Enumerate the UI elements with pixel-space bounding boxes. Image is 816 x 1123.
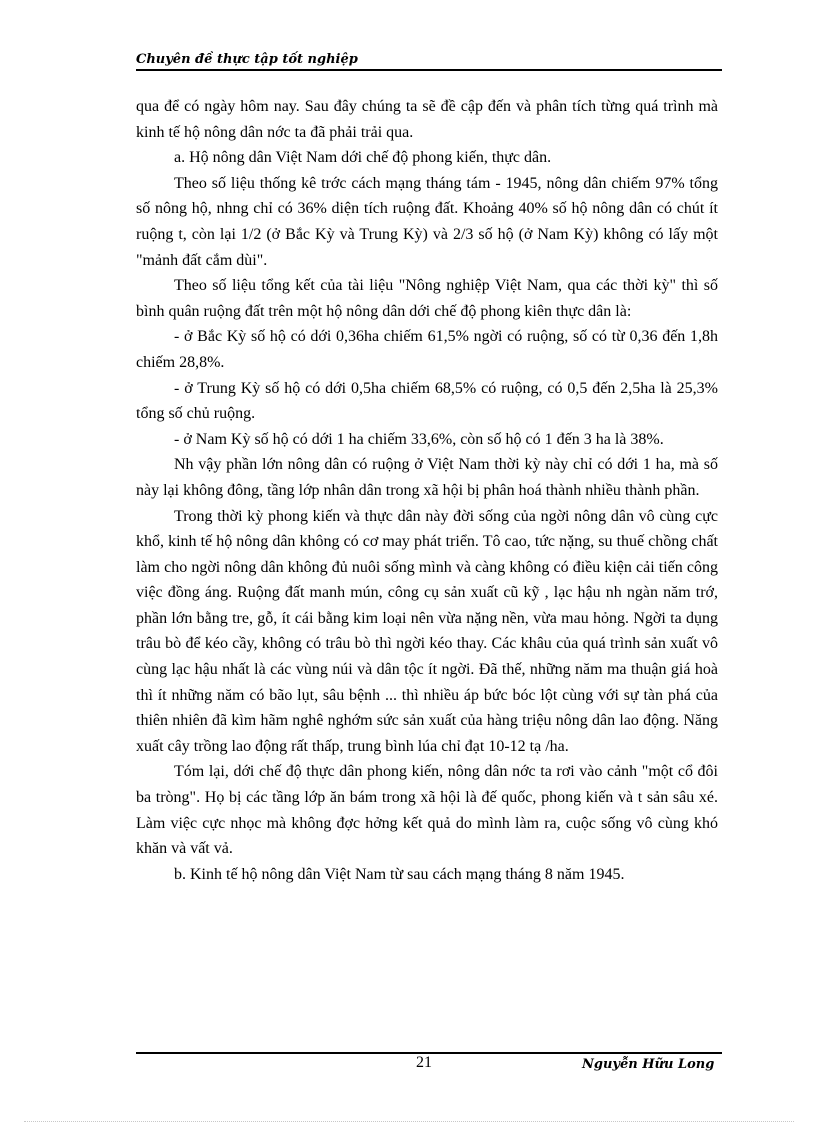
paragraph: Theo số liệu thống kê trớc cách mạng tháng tám - 1945, nông dân chiếm 97% tổng số nông hộ, nhng chỉ có 36% diện tích ruộng đất. Khoảng 40% số hộ nông dân có chút ít ruộng t, còn lại 1/2 (ở Bắc Kỳ và Trung Kỳ) và 2/3 số hộ (ở Nam Kỳ) không có lấy một "mảnh đất cắm dùi". xyxy=(136,174,718,269)
page-number: 21 xyxy=(416,1054,432,1071)
body-text xyxy=(136,94,718,887)
header-rule xyxy=(136,69,722,71)
list-item-nam-ky: - ở Nam Kỳ số hộ có dới 1 ha chiếm 33,6%, còn số hộ có 1 đến 3 ha là 38%. xyxy=(174,430,664,448)
running-header: Chuyên đề thực tập tốt nghiệp xyxy=(136,52,358,67)
page-bottom-divider xyxy=(24,1121,794,1122)
paragraph: Trong thời kỳ phong kiến và thực dân này đời sống của ngời nông dân vô cùng cực khổ, kinh tế hộ nông dân không có cơ may phát triển. Tô cao, tức nặng, su thuế chồng chất làm cho ngời nông dân không đủ nuôi sống mình và càng không có điều kiện cải tiến công việc đồng áng. Ruộng đất manh mún, công cụ sản xuất cũ kỹ , lạc hậu nh ngàn năm trớ, phần lớn bằng tre, gỗ, ít cái bằng kim loại nên vừa nặng nền, vừa mau hỏng. Ngời ta dụng trâu bò để kéo cầy, không có trâu bò thì ngời kéo thay. Các khâu của quá trình sản xuất vô cùng lạc hậu nhất là các vùng núi và dân tộc ít ngời. Đã thế, những năm ma thuận giá hoà thì ít những năm có bão lụt, sâu bệnh ... thì nhiều áp bức bóc lột cùng với sự tàn phá của thiên nhiên đã kìm hãm nghê nghớm sức sản xuất của hàng triệu nông dân lao động. Năng xuất cây trồng lao động rất thấp, trung bình lúa chỉ đạt 10-12 tạ /ha. xyxy=(136,507,718,755)
author-name: Nguyễn Hữu Long xyxy=(582,1057,715,1072)
paragraph-continuation: qua để có ngày hôm nay. Sau đây chúng ta sẽ đề cập đến và phân tích từng quá trình mà kinh tế hộ nông dân nớc ta đã phải trải qua. xyxy=(136,98,718,141)
paragraph: Nh vậy phần lớn nông dân có ruộng ở Việt Nam thời kỳ này chỉ có dới 1 ha, mà số này lại không đông, tầng lớp nhân dân trong xã hội bị phân hoá thành nhiều thành phần. xyxy=(136,456,718,499)
list-item-trung-ky: - ở Trung Kỳ số hộ có dới 0,5ha chiếm 68,5% có ruộng, có 0,5 đến 2,5ha là 25,3% tổng số chủ ruộng. xyxy=(136,379,718,423)
paragraph: Tóm lại, dới chế độ thực dân phong kiến, nông dân nớc ta rơi vào cảnh "một cổ đôi ba tròng". Họ bị các tầng lớp ăn bám trong xã hội là đế quốc, phong kiến và t sản sâu xé. Làm việc cực nhọc mà không đợc hởng kết quả do mình làm ra, cuộc sống vô cùng khó khăn và vất vả. xyxy=(136,763,718,858)
section-heading-b: b. Kinh tế hộ nông dân Việt Nam từ sau cách mạng tháng 8 năm 1945. xyxy=(174,865,625,883)
list-item-bac-ky: - ở Bắc Kỳ số hộ có dới 0,36ha chiếm 61,5% ngời có ruộng, số có từ 0,36 đến 1,8h chiếm 28,8%. xyxy=(136,328,718,371)
section-heading-a: a. Hộ nông dân Việt Nam dới chế độ phong kiến, thực dân. xyxy=(174,149,552,167)
paragraph: Theo số liệu tổng kết của tài liệu "Nông nghiệp Việt Nam, qua các thời kỳ" thì số bình quân ruộng đất trên một hộ nông dân dới chế độ phong kiên thực dân là: xyxy=(136,277,718,320)
